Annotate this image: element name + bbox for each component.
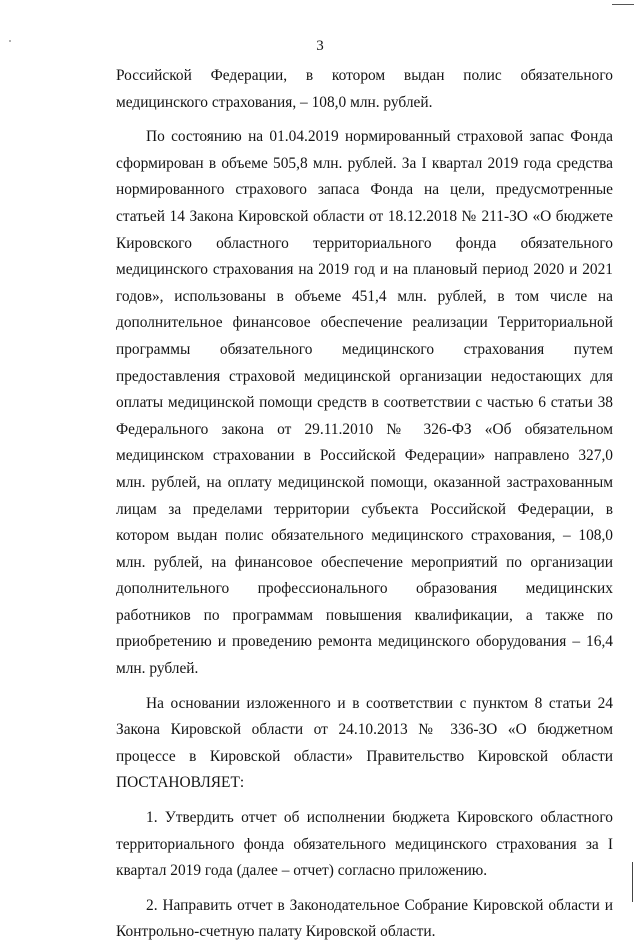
paragraph-item-2: 2. Направить отчет в Законодательное Собрание Кировской области и Контрольно-счетную палату Кировской области. — [116, 896, 613, 941]
paragraph-item-1: 1. Утвердить отчет об исполнении бюджета Кировского областного территориального фонда обязательного медицинского страхования за I квартал 2019 года (далее – отчет) согласно приложению. — [116, 809, 613, 880]
page-number: 3 — [316, 38, 324, 54]
paragraph-continuation: Российской Федерации, в котором выдан полис обязательного медицинского страхования, – 108,0 млн. рублей. — [116, 67, 613, 111]
scan-artifact-right — [632, 862, 633, 902]
paragraph-legal-basis: На основании изложенного и в соответствии с пунктом 8 статьи 24 Закона Кировской области от 24.10.2013 № 336-ЗО «О бюджетном процессе в Кировской области» Правительство Кировской области ПОСТАНОВЛЯЕТ: — [116, 694, 613, 792]
paragraph-reserve-fund: По состоянию на 01.04.2019 нормированный страховой запас Фонда сформирован в объеме 505,8 млн. рублей. За I квартал 2019 года средства нормированного страхового запаса Фонда на цели, предусмотренные статьей 14 Закона Кировской области от 18.12.2018 № 211-ЗО «О бюджете Кировского областного территориального фонда обязательного медицинского страхования на 2019 год и на плановый период 2020 и 2021 годов», использованы в объеме 451,4 млн. рублей, в том числе на дополнительное финансовое обеспечение реализации Территориальной программы обязательного медицинского страхования путем предоставления страховой медицинской организации недостающих для оплаты медицинской помощи средств в соответствии с частью 6 статьи 38 Федерального закона от 29.11.2010 № 326-ФЗ «Об обязательном медицинском страховании в Российской Федерации» направлено 327,0 млн. рублей, на оплату медицинской помощи, оказанной застрахованным лицам за пределами территории субъекта Российской Федерации, в котором выдан полис обязательного медицинского страхования, – 108,0 млн. рублей, на финансовое обеспечение мероприятий по организации дополнительного профессионального образования медицинских работников по программам повышения квалификации, а также по приобретению и проведению ремонта медицинского оборудования – 16,4 млн. рублей. — [116, 128, 613, 678]
scan-artifact-top — [612, 4, 634, 5]
body-text — [116, 63, 613, 946]
